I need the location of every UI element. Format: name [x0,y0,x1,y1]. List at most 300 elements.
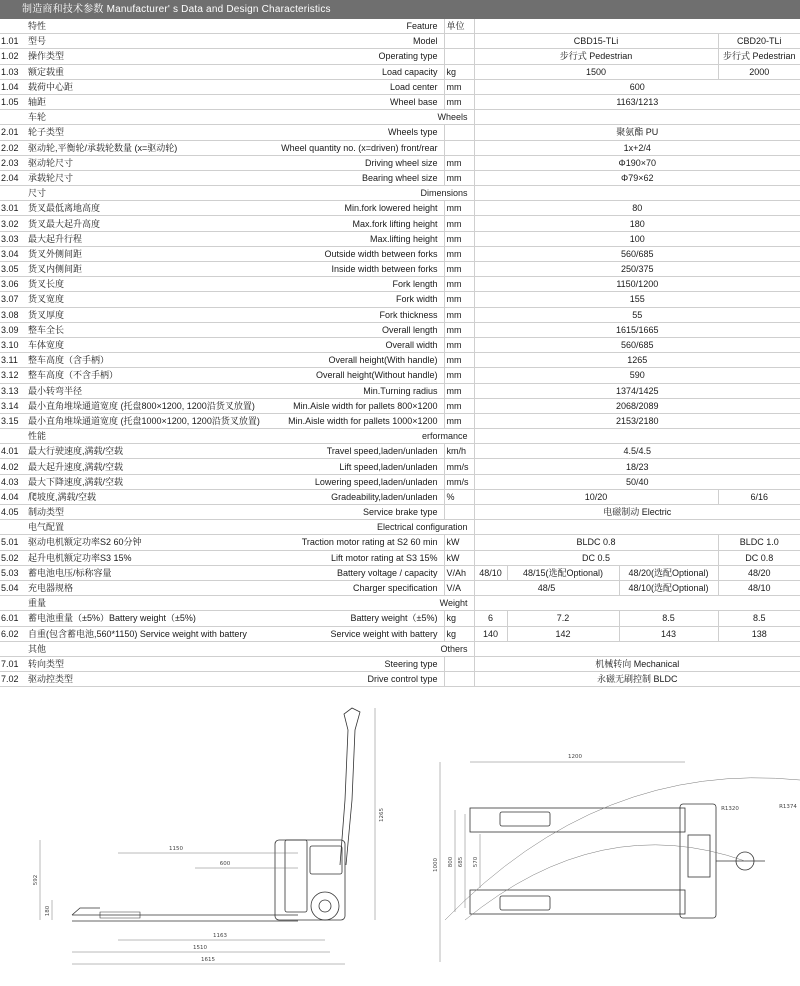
value-cell: 138 [718,626,800,641]
dimension-label: 685 [458,856,464,868]
spec-row [0,262,800,277]
feature-en: Min.Aisle width for pallets 1000×1200 [204,413,444,428]
unit-cell: mm [444,94,474,109]
unit-cell: mm/s [444,474,474,489]
feature-en: Overall height(With handle) [204,353,444,368]
value-cell: 560/685 [474,337,800,352]
dimension-label: 600 [219,861,231,867]
feature-en: Steering type [204,656,444,671]
row-number: 3.03 [0,231,26,246]
feature-en: Overall height(Without handle) [204,368,444,383]
spec-table [0,19,800,687]
feature-cn: 额定载重 [26,64,204,79]
value-cell: 1615/1665 [474,322,800,337]
section-filler [474,641,800,656]
feature-cn: 转向类型 [26,656,204,671]
row-number: 3.07 [0,292,26,307]
feature-cn: 整车全长 [26,322,204,337]
spec-row [0,201,800,216]
value-cell: 1x+2/4 [474,140,800,155]
spec-row [0,79,800,94]
feature-cn: 自重(包含蓄电池,560*1150) Service weight with battery [26,626,204,641]
spec-row [0,216,800,231]
unit-cell: mm [444,262,474,277]
feature-en: Operating type [204,49,444,64]
section-filler [474,110,800,125]
feature-cn: 驱动控类型 [26,672,204,687]
value-cell: 250/375 [474,262,800,277]
value-cell: 10/20 [474,489,718,504]
row-number: 2.01 [0,125,26,140]
feature-cn: 整车高度（含手柄） [26,353,204,368]
feature-en: Charger specification [204,580,444,595]
feature-cn: 货叉长度 [26,277,204,292]
unit-cell: V/A [444,580,474,595]
row-number: 3.12 [0,368,26,383]
section-row [0,429,800,444]
section-title-en: Dimensions [204,186,474,201]
section-title-cn: 性能 [26,429,204,444]
unit-cell [444,505,474,520]
table-header-row [0,19,800,34]
spec-row [0,550,800,565]
spec-row [0,307,800,322]
value-cell: 电磁制动 Electric [474,505,800,520]
spec-row [0,353,800,368]
value-cell: 1374/1425 [474,383,800,398]
dimension-label: 1150 [169,846,183,852]
dimension-label: 1163 [213,933,227,939]
row-number [0,429,26,444]
value-cell: 机械转向 Mechanical [474,656,800,671]
feature-en: Wheel quantity no. (x=driven) front/rear [204,140,444,155]
feature-en: Model [204,34,444,49]
unit-cell: kW [444,550,474,565]
unit-cell: mm [444,246,474,261]
feature-cn: 蓄电池重量（±5%）Battery weight（±5%) [26,611,204,626]
dimension-label: 1000 [433,858,439,872]
row-number: 4.02 [0,459,26,474]
drive-wheel [311,892,339,920]
unit-cell: mm [444,155,474,170]
dimension-label: 570 [473,856,479,868]
feature-en: Outside width between forks [204,246,444,261]
spec-row [0,140,800,155]
row-number: 1.02 [0,49,26,64]
feature-cn: 蓄电池电压/标称容量 [26,565,204,580]
top-view-drawing [440,762,800,962]
lower-fork [470,890,685,914]
row-number: 5.04 [0,580,26,595]
row-number: 2.02 [0,140,26,155]
feature-en: Load center [204,79,444,94]
feature-en: Traction motor rating at S2 60 min [204,535,444,550]
value-cell: 1500 [474,64,718,79]
value-cell: 590 [474,368,800,383]
unit-cell: mm [444,413,474,428]
value-cell: 1150/1200 [474,277,800,292]
row-number: 3.04 [0,246,26,261]
section-title-cn: 车轮 [26,110,204,125]
value-cell: BLDC 0.8 [474,535,718,550]
row-number: 4.05 [0,505,26,520]
feature-cn: 货叉外侧间距 [26,246,204,261]
fork-tip [72,908,100,915]
feature-en: Wheel base [204,94,444,109]
row-number: 5.01 [0,535,26,550]
section-row [0,520,800,535]
feature-cn: 货叉厚度 [26,307,204,322]
dimension-label: 1615 [201,957,215,963]
feature-en: Min.Aisle width for pallets 800×1200 [204,398,444,413]
unit-cell: mm [444,368,474,383]
feature-cn: 车体宽度 [26,337,204,352]
spec-row [0,656,800,671]
feature-cn: 货叉最大起升高度 [26,216,204,231]
load-rollers-lower [500,896,550,910]
tiller-arm [340,708,360,865]
value-cell: 聚氨酯 PU [474,125,800,140]
value-cell: 48/10 [474,565,507,580]
dimension-label: R1374 [779,804,797,810]
unit-cell: mm [444,353,474,368]
row-number [0,19,26,34]
feature-cn: 货叉内侧间距 [26,262,204,277]
row-number: 4.01 [0,444,26,459]
section-title-en: Electrical configuration [204,520,474,535]
unit-cell [444,49,474,64]
row-number: 6.02 [0,626,26,641]
section-title-en: Others [204,641,474,656]
feature-cn: 轴距 [26,94,204,109]
feature-en: Lift motor rating at S3 15% [204,550,444,565]
spec-row [0,155,800,170]
feature-cn: 驱动轮,平衡轮/承载轮数量 (x=驱动轮) [26,140,204,155]
feature-en: Travel speed,laden/unladen [204,444,444,459]
feature-en: Service brake type [204,505,444,520]
spec-row [0,34,800,49]
value-cell: DC 0.8 [718,550,800,565]
feature-cn-header: 特性 [26,19,204,34]
section-filler [474,186,800,201]
section-title-cn: 尺寸 [26,186,204,201]
feature-en: Bearing wheel size [204,170,444,185]
row-number: 3.01 [0,201,26,216]
spec-row [0,489,800,504]
row-number: 1.03 [0,64,26,79]
value-cell: 50/40 [474,474,800,489]
value-cell: 48/20(选配Optional) [619,565,718,580]
section-row [0,110,800,125]
value-cell: 48/5 [474,580,619,595]
feature-cn: 承载轮尺寸 [26,170,204,185]
dimension-label: 180 [45,905,51,917]
unit-cell: mm [444,277,474,292]
unit-cell [444,125,474,140]
value-cell: 142 [507,626,619,641]
value-cell: 143 [619,626,718,641]
feature-cn: 制动类型 [26,505,204,520]
unit-cell: mm/s [444,459,474,474]
value-cell: 6 [474,611,507,626]
spec-row [0,94,800,109]
section-row [0,641,800,656]
value-cell: 48/15(选配Optional) [507,565,619,580]
feature-en: Max.lifting height [204,231,444,246]
row-number: 3.10 [0,337,26,352]
spec-row [0,246,800,261]
row-number: 4.04 [0,489,26,504]
feature-cn: 最大下降速度,满载/空载 [26,474,204,489]
spec-row [0,474,800,489]
section-title-cn: 电气配置 [26,520,204,535]
value-cell: 180 [474,216,800,231]
unit-cell [444,140,474,155]
row-number: 3.11 [0,353,26,368]
feature-en-header: Feature [204,19,444,34]
value-cell: 48/10 [718,580,800,595]
dimension-label: 1200 [568,754,582,760]
feature-en: Lowering speed,laden/unladen [204,474,444,489]
spec-row [0,626,800,641]
unit-cell: mm [444,292,474,307]
value-cell: 6/16 [718,489,800,504]
feature-cn: 最大起升行程 [26,231,204,246]
section-filler [474,520,800,535]
feature-cn: 最大起升速度,满载/空载 [26,459,204,474]
unit-cell: mm [444,383,474,398]
value-cell: 560/685 [474,246,800,261]
spec-row [0,398,800,413]
feature-cn: 型号 [26,34,204,49]
feature-cn: 载荷中心距 [26,79,204,94]
row-number: 3.05 [0,262,26,277]
spec-row [0,611,800,626]
feature-cn: 货叉宽度 [26,292,204,307]
dimension-label: R1320 [721,806,739,812]
value-cell: 600 [474,79,800,94]
values-header [474,19,800,34]
feature-en: Fork thickness [204,307,444,322]
spec-row [0,580,800,595]
spec-row [0,49,800,64]
value-cell: 8.5 [619,611,718,626]
unit-cell: mm [444,79,474,94]
feature-cn: 最小直角堆垛通道宽度 (托盘800×1200, 1200沿货叉放置) [26,398,204,413]
feature-en: Service weight with battery [204,626,444,641]
value-cell: 1265 [474,353,800,368]
row-number: 3.13 [0,383,26,398]
unit-cell: kg [444,64,474,79]
battery-top [688,835,710,877]
row-number [0,641,26,656]
spec-row [0,337,800,352]
value-cell: 100 [474,231,800,246]
unit-cell: kg [444,626,474,641]
row-number: 4.03 [0,474,26,489]
value-cell: 2153/2180 [474,413,800,428]
dimension-label: 1265 [379,808,385,822]
value-cell: 步行式 Pedestrian [718,49,800,64]
turning-radius-line [465,845,745,920]
unit-cell: mm [444,201,474,216]
row-number: 1.04 [0,79,26,94]
value-cell: DC 0.5 [474,550,718,565]
unit-cell: V/Ah [444,565,474,580]
value-cell: 4.5/4.5 [474,444,800,459]
unit-cell: mm [444,170,474,185]
section-filler [474,429,800,444]
spec-row [0,535,800,550]
row-number [0,110,26,125]
spec-row [0,444,800,459]
side-view-dimension-labels [33,808,385,963]
row-number: 7.02 [0,672,26,687]
row-number: 2.04 [0,170,26,185]
unit-cell: kW [444,535,474,550]
feature-en: Battery weight（±5%) [204,611,444,626]
drive-wheel-hub [319,900,331,912]
technical-drawings [0,700,800,986]
value-cell: 8.5 [718,611,800,626]
spec-row [0,64,800,79]
spec-row [0,413,800,428]
feature-en: Lift speed,laden/unladen [204,459,444,474]
spec-row [0,277,800,292]
feature-en: Min.fork lowered height [204,201,444,216]
control-box [310,846,342,874]
spec-row [0,672,800,687]
feature-en: Inside width between forks [204,262,444,277]
row-number [0,596,26,611]
feature-en: Fork width [204,292,444,307]
feature-cn: 驱动轮尺寸 [26,155,204,170]
section-filler [474,596,800,611]
feature-en: Max.fork lifting height [204,216,444,231]
feature-en: Fork length [204,277,444,292]
value-cell: 步行式 Pedestrian [474,49,718,64]
value-cell: 1163/1213 [474,94,800,109]
value-cell: BLDC 1.0 [718,535,800,550]
row-number: 1.01 [0,34,26,49]
value-cell: 2068/2089 [474,398,800,413]
row-number: 6.01 [0,611,26,626]
unit-header: 单位 [444,19,474,34]
unit-cell: km/h [444,444,474,459]
feature-cn: 爬坡度,满载/空载 [26,489,204,504]
unit-cell: % [444,489,474,504]
feature-en: Gradeability,laden/unladen [204,489,444,504]
row-number: 5.02 [0,550,26,565]
unit-cell: mm [444,216,474,231]
battery-cover [285,840,307,912]
feature-cn: 充电器规格 [26,580,204,595]
feature-cn: 起升电机额定功率S3 15% [26,550,204,565]
section-title-en: Wheels [204,110,474,125]
feature-cn: 轮子类型 [26,125,204,140]
dimension-label: 592 [33,874,39,886]
value-cell: CBD20-TLi [718,34,800,49]
spec-row [0,170,800,185]
row-number: 3.08 [0,307,26,322]
dimension-label: 800 [448,856,454,868]
unit-cell [444,34,474,49]
feature-en: Drive control type [204,672,444,687]
unit-cell: kg [444,611,474,626]
spec-row [0,322,800,337]
feature-cn: 整车高度（不含手柄） [26,368,204,383]
spec-row [0,505,800,520]
top-view-dimension-labels [433,754,797,872]
value-cell: 48/10(选配Optional) [619,580,718,595]
section-row [0,596,800,611]
side-view-drawing [40,708,375,964]
feature-cn: 驱动电机额定功率S2 60分钟 [26,535,204,550]
value-cell: 7.2 [507,611,619,626]
spec-sheet-header: 制造商和技术参数 Manufacturer' s Data and Design Characteristics [0,0,800,19]
row-number: 2.03 [0,155,26,170]
row-number: 1.05 [0,94,26,109]
row-number: 3.15 [0,413,26,428]
value-cell: 140 [474,626,507,641]
section-title-cn: 其他 [26,641,204,656]
feature-en: Wheels type [204,125,444,140]
section-title-en: erformance [204,429,474,444]
feature-cn: 最小转弯半径 [26,383,204,398]
unit-cell: mm [444,307,474,322]
section-row [0,186,800,201]
section-title-cn: 重量 [26,596,204,611]
spec-row [0,292,800,307]
chassis-top [680,804,716,918]
spec-row [0,368,800,383]
feature-cn: 最大行驶速度,满载/空载 [26,444,204,459]
unit-cell: mm [444,322,474,337]
row-number: 3.06 [0,277,26,292]
row-number: 3.09 [0,322,26,337]
row-number: 7.01 [0,656,26,671]
unit-cell [444,656,474,671]
feature-en: Battery voltage / capacity [204,565,444,580]
feature-en: Load capacity [204,64,444,79]
feature-en: Overall width [204,337,444,352]
value-cell: 155 [474,292,800,307]
value-cell: 55 [474,307,800,322]
value-cell: 18/23 [474,459,800,474]
unit-cell: mm [444,231,474,246]
spec-row [0,125,800,140]
unit-cell: mm [444,398,474,413]
value-cell: 80 [474,201,800,216]
value-cell: Φ79×62 [474,170,800,185]
value-cell: 永磁无刷控制 BLDC [474,672,800,687]
value-cell: 2000 [718,64,800,79]
value-cell: CBD15-TLi [474,34,718,49]
spec-row [0,231,800,246]
spec-row [0,565,800,580]
row-number: 3.02 [0,216,26,231]
feature-en: Overall length [204,322,444,337]
row-number: 3.14 [0,398,26,413]
section-title-en: Weight [204,596,474,611]
spec-row [0,459,800,474]
spec-row [0,383,800,398]
value-cell: Φ190×70 [474,155,800,170]
unit-cell [444,672,474,687]
feature-en: Driving wheel size [204,155,444,170]
feature-en: Min.Turning radius [204,383,444,398]
unit-cell: mm [444,337,474,352]
